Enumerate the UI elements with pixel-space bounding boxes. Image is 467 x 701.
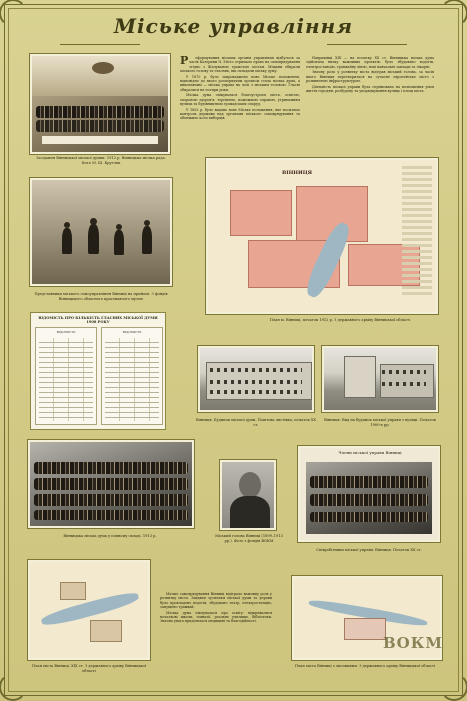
portrait-photo (220, 460, 276, 530)
page-title: ВІДОМІСТЬ (56, 330, 76, 334)
poster-title: Міське управління (113, 14, 354, 38)
officials-photo-header: Члени міської управи Вінниці (338, 450, 402, 455)
page-lines (105, 338, 159, 421)
standing-people (310, 476, 428, 488)
intro-text (180, 56, 300, 156)
page-title: ВІДОМІСТЬ (122, 330, 142, 334)
right-paragraph: Наприкінці XIX — на початку XX ст. Вінницька міська дума здійснила низку важливих проєктів: було збудовано водогін, електростанцію, трамвайну лінію, нові навчальні заклади та лікарні. (306, 56, 434, 69)
table-cloth (42, 136, 158, 144)
building-windows (382, 370, 426, 374)
standing-people (34, 462, 188, 474)
officials-outdoors-photo (30, 178, 172, 286)
building-windows (382, 382, 426, 386)
duma-building-photo (198, 346, 314, 412)
person-figure (114, 230, 124, 255)
intro-paragraph: Міська дума опікувалася благоустроєм міста, освітою, охороною здоров'я, торгівлею, пожежною справою, утриманням вулиць та будівництвом громадських споруд. (180, 93, 300, 106)
building-windows (210, 368, 302, 372)
map-title: ВІННИЦЯ (282, 170, 312, 176)
right-paragraph: Діяльність міської управи була спрямована на поліпшення умов життя городян, розбудову та упорядкування вулиць і площ міста. (306, 84, 434, 94)
seated-people (36, 106, 164, 118)
person-figure (88, 224, 99, 254)
building-tower (344, 356, 376, 398)
map-bottom-left-caption: План міста Вінниці. XIX ст. З державного архіву Вінницької області (32, 664, 146, 673)
council-meeting-caption: Засідання Вінницької міської думки. 1912 р. Вінницька міська рада. Фото М. Ш. Кругляк (36, 156, 166, 165)
seated-people (36, 120, 164, 132)
group-photo (28, 440, 194, 528)
city-map-caption: План м. Вінниці, початок 1912 р. З державного архіву Вінницької області (269, 318, 411, 322)
intro-paragraph: У 1870 р. було запроваджено нове Міське положення, відповідно до якого розпорядчим органом стала міська дума, а виконавчим — міська управа на чолі з міським головою. Гласні обиралися на чотири роки. (180, 74, 300, 92)
intro-paragraph: У 1892 р. було видано нове Міське положення, яке посилило контроль держави над органами міського самоврядування та обмежило коло виборців. (180, 107, 300, 121)
map-bottom-right-caption: План міста Вінниці з околицями. З державного архіву Вінницької області (294, 664, 436, 668)
group-photo-caption: Вінницька міська дума у повному складі. 1913 р. (63, 534, 157, 538)
front-row-people (34, 510, 188, 520)
map-district (230, 190, 292, 236)
members-document (30, 312, 166, 430)
council-meeting-photo (30, 54, 170, 154)
seated-people (34, 494, 188, 506)
city-street-photo (322, 346, 438, 412)
building-windows (210, 380, 302, 384)
standing-people (34, 478, 188, 490)
city-street-caption: Вінниця. Вид на будинок міської управи з вулиці. Початок 1900-х рр. (324, 418, 436, 427)
right-paragraph: Значну роль у розвитку міста відіграв міський голова, за часів якого Вінниця перетворилася на сучасне європейське місто з розвиненою інфраструктурою. (306, 70, 434, 83)
map-district (90, 620, 122, 642)
person-head (64, 222, 70, 228)
dropcap: Р (180, 56, 189, 67)
bottom-paragraph: Міська дума піклувалася про освіту: відкривалися початкові школи, гімназії, реальне училище, бібліотеки. Значна увага приділялася медицині та благодійності. (160, 610, 272, 624)
chandelier-icon (92, 62, 114, 74)
document-heading: ВІДОМІСТЬ ПРО КІЛЬКІСТЬ ГЛАСНИХ МІСЬКОЇ ДУМИ 1908 РОКУ (38, 316, 158, 324)
officials-photo (298, 446, 440, 542)
person-figure (142, 226, 152, 254)
map-bottom-left (28, 560, 150, 660)
right-column-text (306, 56, 434, 156)
person-figure (62, 228, 72, 254)
officials-photo-caption: Співробітники міської управи. Вінниця. Початок XX ст. (316, 548, 422, 552)
map-legend (402, 166, 432, 296)
duma-building-caption: Вінниця. Будинок міської думи. Поштова листівка, початок XX ст. (196, 418, 316, 427)
portrait-caption: Міський голова Вінниці (1899–1913 рр.). Фото з фондів ВОКМ (215, 534, 283, 543)
intro-paragraph: еформування міських органів управління відбулося за часів Катерини II. Місто отримало право на самоврядування згідно з Жалуваною грамотою містам. Міщани обирали міського голову та гласних, які складали міську думу. (180, 56, 300, 73)
officials-outdoors-caption: Представники міського самоуправління Вінниці на прийомі. З фондів Вінницького обласного краєзнавчого музею (34, 292, 168, 301)
title-divider (327, 44, 407, 45)
building-windows (210, 390, 302, 394)
bottom-paragraph: Міське самоврядування Вінниці відіграло важливу роль у розвитку міста. Завдяки зусиллям міської думи та управи було прокладено водогін, збудовано театр, електростанцію, запущено трамвай. (160, 592, 272, 609)
map-district (344, 618, 386, 640)
seated-people (310, 494, 428, 506)
museum-logo: ВОКМ (383, 634, 443, 652)
title-divider (60, 44, 140, 45)
officials-image (306, 462, 432, 534)
document-page-right (101, 327, 163, 425)
bottom-text (160, 592, 272, 664)
map-district (60, 582, 86, 600)
person-head (116, 224, 122, 230)
person-head (90, 218, 97, 225)
front-row-people (310, 512, 428, 522)
page-lines (39, 338, 93, 421)
portrait-body (230, 496, 270, 530)
city-map (206, 158, 438, 314)
person-head (144, 220, 150, 226)
portrait-head (239, 472, 261, 498)
document-page-left (35, 327, 97, 425)
